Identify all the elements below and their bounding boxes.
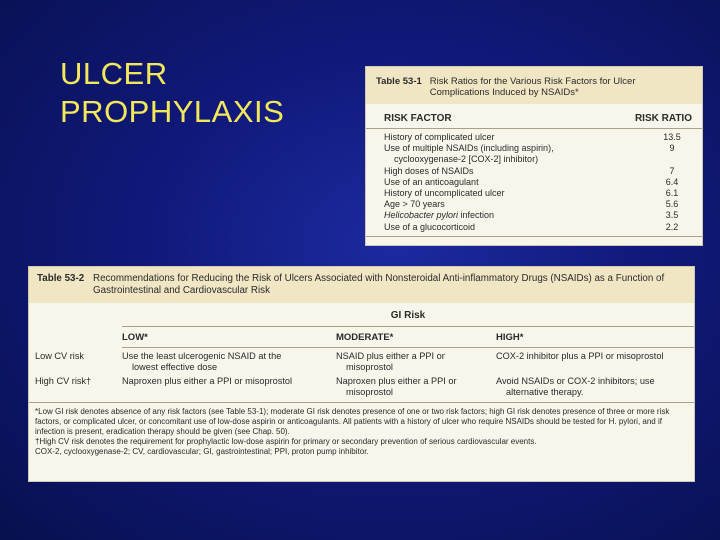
table-body	[29, 348, 694, 403]
slide-title-line-1: ULCER	[60, 56, 168, 91]
table-row-continuation	[384, 154, 692, 165]
row-label: High CV risk†	[35, 376, 92, 386]
column-header-risk-ratio: RISK RATIO	[634, 113, 692, 124]
risk-factor-cell: Use of multiple NSAIDs (including aspirin),	[384, 143, 554, 154]
risk-ratio-cell: 7	[669, 165, 675, 176]
risk-factor-cell: cyclooxygenase-2 [COX-2] inhibitor)	[394, 154, 539, 165]
slide-title	[60, 55, 284, 131]
moderate-risk-cell	[336, 351, 496, 373]
footnote-gi-risk: *Low GI risk denotes absence of any risk factors (see Table 53-1); moderate GI risk denotes presence of one or two risk factors; high GI risk denotes presence of three or more risk factors, or complicated ulcer, or concomitant use of low-dose aspirin or anticoagulants. All patients with a history of ulcer who require NSAIDs should be tested for H. pylori, and if infection is present, eradication therapy should be given (see Chap. 50).	[35, 407, 670, 436]
risk-factor-cell: History of complicated ulcer	[384, 132, 495, 142]
cell-line: lowest effective dose	[132, 362, 218, 372]
risk-ratio-cell	[652, 154, 692, 165]
low-risk-cell	[122, 376, 336, 398]
table-bottom-rule	[366, 236, 702, 237]
gi-risk-header: GI Risk	[122, 303, 694, 327]
organism-name: Helicobacter pylori	[384, 210, 459, 221]
risk-ratio-table	[365, 66, 703, 246]
table-row	[29, 348, 694, 373]
table-row	[384, 143, 692, 154]
cell-line: Avoid NSAIDs or COX-2 inhibitors; use	[496, 376, 655, 386]
table-row	[384, 210, 692, 221]
risk-factor-cell: History of uncomplicated ulcer	[384, 188, 505, 199]
moderate-risk-cell	[336, 376, 496, 398]
high-risk-cell	[496, 376, 694, 398]
table-label: Table 53-2	[37, 273, 85, 284]
row-label: Low CV risk	[35, 351, 85, 361]
footnote-abbreviations: COX-2, cyclooxygenase-2; CV, cardiovascular; GI, gastrointestinal; PPI, proton pump inhibitor.	[35, 447, 369, 456]
table-caption	[29, 267, 694, 303]
high-risk-cell	[496, 351, 694, 373]
table-body	[366, 129, 702, 233]
table-caption	[366, 67, 702, 104]
cell-line: Naproxen plus either a PPI or	[336, 376, 457, 386]
column-header-low: LOW*	[122, 332, 148, 343]
column-header-moderate: MODERATE*	[336, 332, 394, 343]
risk-ratio-cell: 13.5	[663, 132, 681, 142]
table-header-row	[366, 104, 702, 129]
risk-factor-cell: High doses of NSAIDs	[384, 165, 474, 176]
table-row	[384, 199, 692, 210]
risk-factor-cell: Use of a glucocorticoid	[384, 221, 476, 232]
cell-line: misoprostol	[346, 362, 393, 372]
recommendation-table	[28, 266, 695, 482]
table-row	[384, 166, 692, 177]
table-label: Table 53-1	[376, 76, 422, 87]
table-caption-text: Risk Ratios for the Various Risk Factors for Ulcer Complications Induced by NSAIDs*	[429, 76, 636, 98]
risk-ratio-cell: 2.2	[665, 221, 679, 232]
cell-line: alternative therapy.	[506, 387, 584, 397]
table-footnotes	[29, 403, 694, 457]
cell-line: NSAID plus either a PPI or	[336, 351, 445, 361]
table-row	[384, 177, 692, 188]
column-header-high: HIGH*	[496, 332, 524, 343]
risk-ratio-cell: 9	[669, 143, 675, 154]
table-row	[384, 222, 692, 233]
risk-ratio-cell: 3.5	[665, 210, 679, 221]
risk-factor-cell: Age > 70 years	[384, 199, 445, 210]
table-row	[29, 373, 694, 398]
table-row	[384, 132, 692, 143]
table-header-row	[122, 327, 694, 348]
low-risk-cell	[122, 351, 336, 373]
risk-factor-text: infection	[458, 210, 495, 221]
risk-ratio-cell: 6.4	[665, 176, 679, 187]
cell-line: Use the least ulcerogenic NSAID at the	[122, 351, 282, 361]
table-caption-text: Recommendations for Reducing the Risk of Ulcers Associated with Nonsteroidal Anti-inflammatory Drugs (NSAIDs) as a Function of Gastrointestinal and Cardiovascular Risk	[93, 273, 665, 296]
footnote-cv-risk: †High CV risk denotes the requirement for prophylactic low-dose aspirin for primary or secondary prevention of serious cardiovascular events.	[35, 437, 537, 446]
slide-title-line-2: PROPHYLAXIS	[60, 94, 285, 129]
cell-line: COX-2 inhibitor plus a PPI or misoprostol	[496, 351, 664, 361]
cell-line: misoprostol	[346, 387, 393, 397]
table-row	[384, 188, 692, 199]
cell-line: Naproxen plus either a PPI or misoprostol	[122, 376, 293, 386]
risk-ratio-cell: 5.6	[665, 199, 679, 210]
risk-factor-cell: Use of an anticoagulant	[384, 176, 479, 187]
risk-ratio-cell: 6.1	[665, 188, 679, 199]
column-header-risk-factor: RISK FACTOR	[384, 113, 452, 124]
risk-factor-cell	[384, 210, 652, 221]
